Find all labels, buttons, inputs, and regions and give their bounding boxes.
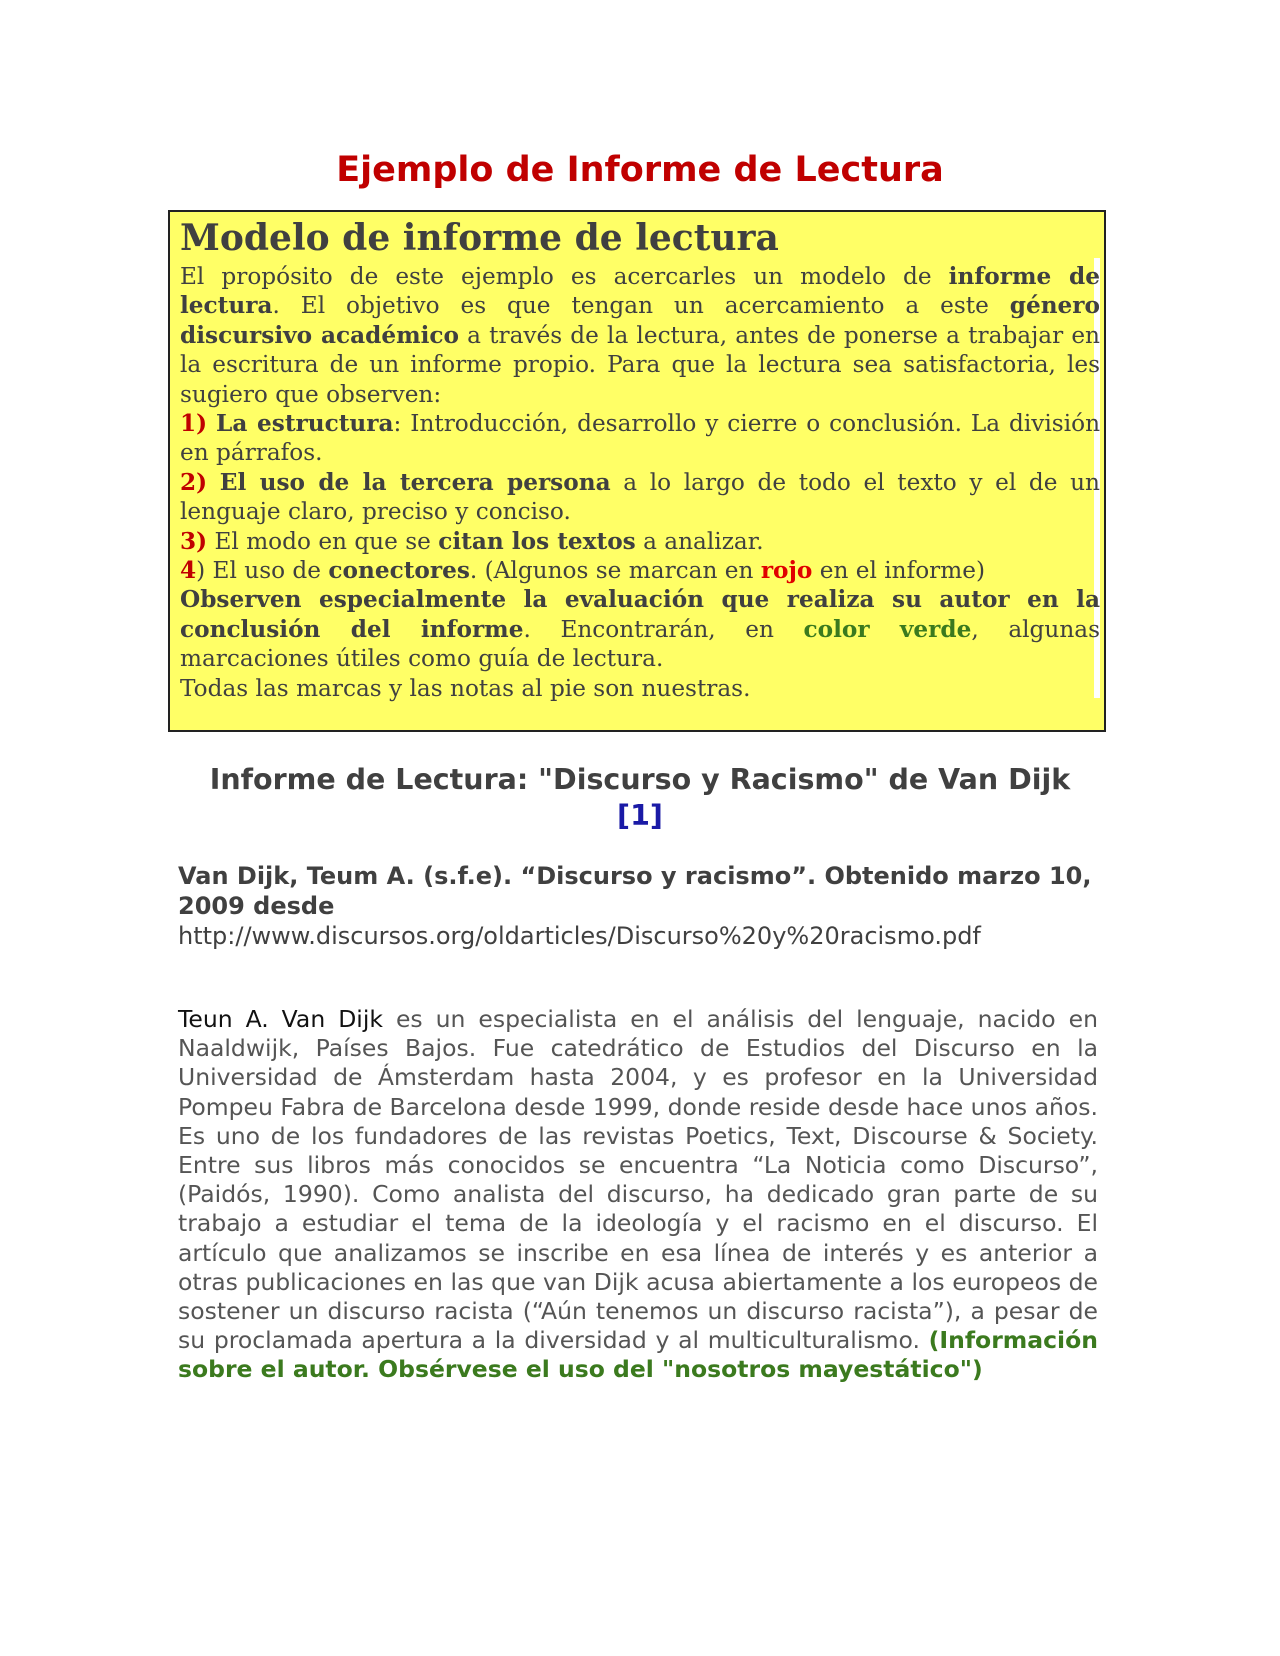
item-3-post: a analizar. — [635, 527, 764, 555]
author-paragraph-text: es un especialista en el análisis del lenguaje, nacido en Naaldwijk, Países Bajos. Fue catedrático de Estudios del Discurso en la Universidad de Ámsterdam hasta 2004, y es profesor en la Universidad Pompeu Fabra de Barcelona desde 1999, donde reside desde hace unos años. Es uno de los fundadores de las revistas Poetics, Text, Discourse & Society. Entre sus libros más conocidos se encuentra “La Noticia como Discurso”, (Paidós, 1990). Como analista del discurso, ha dedicado gran parte de su trabajo a estudiar el tema de la ideología y el racismo en el discurso. El artículo que analizamos se inscribe en esa línea de interés y es anterior a otras publicaciones en las que van Dijk acusa abiertamente a los europeos de sostener un discurso racista (“Aún tenemos un discurso racista”), a pesar de su proclamada apertura a la diversidad y al multiculturalismo. — [178, 1005, 1098, 1355]
model-item-1 — [180, 409, 1100, 468]
citation-url[interactable]: http://www.discursos.org/oldarticles/Discurso%20y%20racismo.pdf — [178, 922, 981, 950]
intro-text-2: . El objetivo es que tengan un acercamiento a este — [272, 292, 1010, 320]
item-4-number: 4 — [180, 557, 197, 585]
citation — [178, 861, 1098, 951]
observe-text-1: . Encontrarán, en — [523, 615, 804, 643]
model-item-2 — [180, 468, 1100, 527]
item-1-number: 1) — [180, 410, 208, 438]
report-title-text: Informe de Lectura: "Discurso y Racismo" de Van Dijk — [209, 763, 1071, 796]
item-2-bold: El uso de la tercera persona — [219, 468, 611, 496]
model-item-3 — [180, 527, 1100, 556]
observe-green: color verde — [803, 615, 972, 643]
model-observe-paragraph — [180, 585, 1100, 673]
author-paragraph — [178, 1005, 1098, 1385]
author-note: (Información sobre el autor. Obsérvese el uso del "nosotros mayestático") — [178, 1326, 1098, 1384]
intro-text-1: El propósito de este ejemplo es acercarles un modelo de — [180, 263, 949, 290]
model-intro-paragraph — [180, 262, 1100, 409]
item-4-red-word: rojo — [760, 557, 813, 585]
item-1-text: : Introducción, desarrollo y cierre o conclusión. La división en párrafos. — [180, 410, 1101, 467]
item-2-number: 2) — [180, 468, 208, 496]
model-box-body — [180, 262, 1100, 703]
intro-bold-2: género discursivo académico — [180, 292, 1100, 349]
item-2-text: a lo largo de todo el texto y el de un lenguaje claro, preciso y conciso. — [180, 468, 1100, 526]
item-4-post: en el informe) — [812, 557, 985, 585]
model-item-4 — [180, 556, 1100, 585]
item-3-pre: El modo en que se — [207, 527, 439, 555]
item-3-bold: citan los textos — [438, 527, 636, 555]
model-closing-line: Todas las marcas y las notas al pie son nuestras. — [180, 674, 751, 702]
intro-text-3: a través de la lectura, antes de ponerse a trabajar en la escritura de un informe propio. Para que la lectura sea satisfactoria, les sugiero que observen: — [180, 321, 1100, 408]
model-box — [168, 210, 1106, 732]
observe-bold: Observen especialmente la evaluación que realiza su autor en la conclusión del informe — [180, 586, 1100, 643]
footnote-ref-link[interactable]: [1] — [617, 799, 663, 832]
report-title — [200, 762, 1080, 834]
item-4-pre: ) El uso de — [196, 557, 329, 585]
item-1-bold: La estructura — [216, 410, 394, 438]
item-4-mid: . (Algunos se marcan en — [469, 557, 761, 585]
author-name: Teun A. Van Dijk — [178, 1005, 383, 1033]
citation-reference: Van Dijk, Teum A. (s.f.e). “Discurso y racismo”. Obtenido marzo 10, 2009 desde — [178, 862, 1092, 920]
document-title: Ejemplo de Informe de Lectura — [336, 150, 944, 190]
item-4-bold: conectores — [328, 557, 470, 585]
observe-text-2: , algunas marcaciones útiles como guía de lectura. — [180, 615, 1100, 673]
intro-bold-1: informe de lectura — [180, 263, 1100, 320]
model-box-heading: Modelo de informe de lectura — [180, 217, 779, 259]
model-box-content — [180, 214, 1100, 703]
item-3-number: 3) — [180, 527, 208, 555]
